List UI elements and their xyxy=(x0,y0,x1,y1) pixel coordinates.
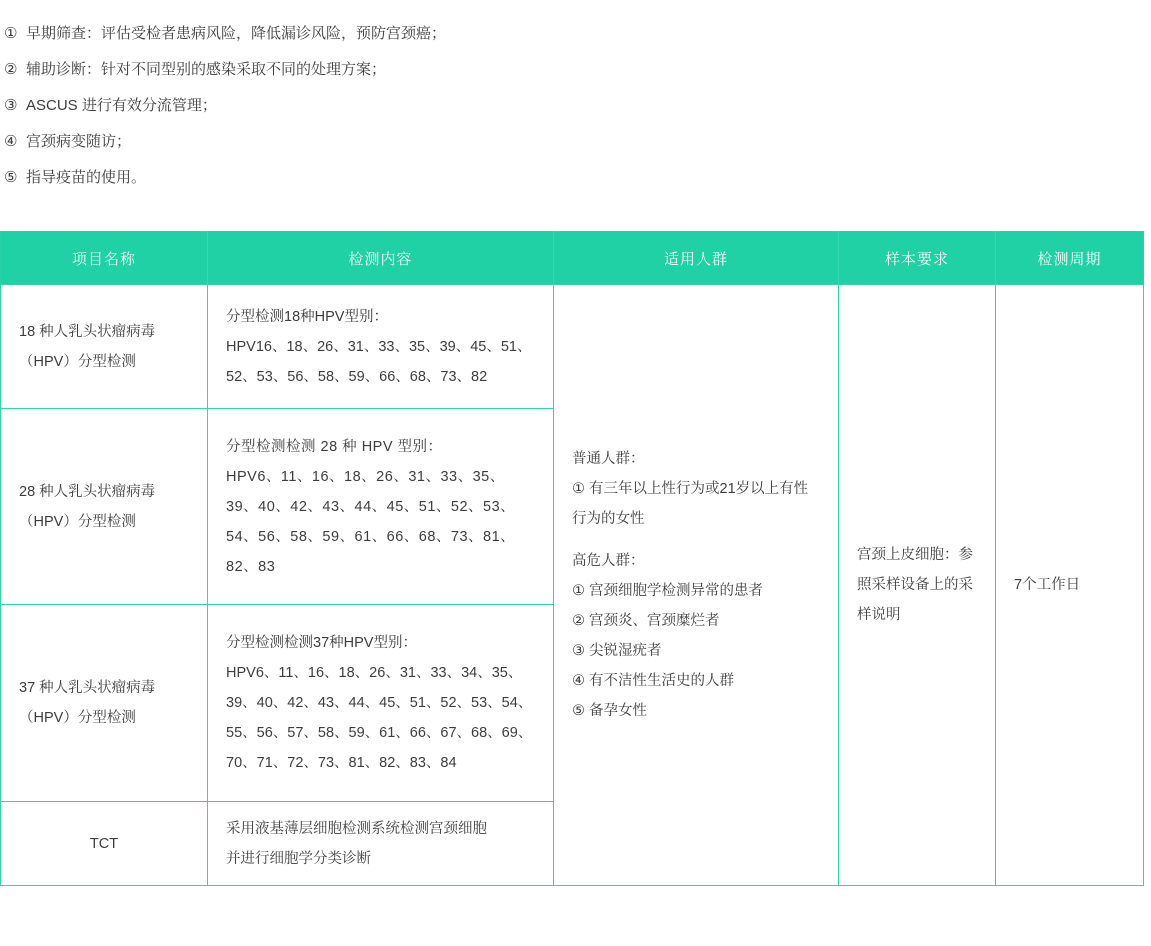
list-item xyxy=(0,88,1151,124)
column-header-content: 检测内容 xyxy=(208,232,554,285)
cell-applicable-crowd xyxy=(554,285,839,886)
crowd-normal-item: ① 有三年以上性行为或21岁以上有性行为的女性 xyxy=(572,481,809,527)
list-item-number: ⑤ xyxy=(4,169,18,186)
spec-table-wrapper xyxy=(0,231,1143,886)
content-line-2: HPV6、11、16、18、26、31、33、35、39、40、42、43、44、45、51、52、53、54、56、58、59、61、66、68、73、81、82、83 xyxy=(226,468,516,575)
column-header-name: 项目名称 xyxy=(1,232,208,285)
column-header-sample: 样本要求 xyxy=(839,232,996,285)
intro-list xyxy=(0,0,1151,196)
list-item-text: ASCUS 进行有效分流管理； xyxy=(26,97,217,114)
content-line-1: 分型检测检测37种HPV型别： xyxy=(226,635,417,651)
crowd-high-item: ② 宫颈炎、宫颈糜烂者 xyxy=(572,613,720,629)
spec-table xyxy=(0,231,1144,886)
crowd-high-item: ④ 有不洁性生活史的人群 xyxy=(572,673,735,689)
content-line-1: 采用液基薄层细胞检测系统检测宫颈细胞 xyxy=(226,820,487,837)
list-item-text: 辅助诊断：针对不同型别的感染采取不同的处理方案； xyxy=(26,61,387,78)
spacer xyxy=(572,534,820,546)
content-line-2: HPV16、18、26、31、33、35、39、45、51、52、53、56、58、59、66、68、73、82 xyxy=(226,338,532,385)
cell-item-content xyxy=(208,285,554,409)
cell-item-name: 18 种人乳头状瘤病毒（HPV）分型检测 xyxy=(1,285,208,409)
list-item-text: 早期筛查：评估受检者患病风险，降低漏诊风险，预防宫颈癌； xyxy=(26,25,447,42)
crowd-high-item: ⑤ 备孕女性 xyxy=(572,703,648,719)
content-line-2: 并进行细胞学分类诊断 xyxy=(226,850,371,867)
content-line-1: 分型检测检测 28 种 HPV 型别： xyxy=(226,438,443,455)
cell-item-content xyxy=(208,605,554,802)
list-item xyxy=(0,16,1151,52)
list-item-text: 指导疫苗的使用。 xyxy=(26,169,147,186)
cell-sample-requirement: 宫颈上皮细胞：参照采样设备上的采样说明 xyxy=(839,285,996,886)
list-item xyxy=(0,160,1151,196)
list-item-number: ② xyxy=(4,61,18,78)
crowd-high-item: ③ 尖锐湿疣者 xyxy=(572,643,662,659)
list-item-number: ③ xyxy=(4,97,18,114)
table-row xyxy=(1,285,1144,409)
crowd-high-title: 高危人群： xyxy=(572,553,645,569)
cell-item-content xyxy=(208,409,554,605)
column-header-cycle: 检测周期 xyxy=(996,232,1144,285)
list-item-number: ④ xyxy=(4,133,18,150)
list-item xyxy=(0,124,1151,160)
cell-item-name: TCT xyxy=(1,802,208,886)
cell-test-cycle: 7个工作日 xyxy=(996,285,1144,886)
content-line-2: HPV6、11、16、18、26、31、33、34、35、39、40、42、43、44、45、51、52、53、54、55、56、57、58、59、61、66、67、68、69、70、71、72、73、81、82、83、84 xyxy=(226,665,533,771)
list-item-number: ① xyxy=(4,25,18,42)
column-header-crowd: 适用人群 xyxy=(554,232,839,285)
cell-item-name: 28 种人乳头状瘤病毒（HPV）分型检测 xyxy=(1,409,208,605)
crowd-high-item: ① 宫颈细胞学检测异常的患者 xyxy=(572,583,764,599)
table-header-row xyxy=(1,232,1144,285)
cell-item-content xyxy=(208,802,554,886)
cell-item-name: 37 种人乳头状瘤病毒（HPV）分型检测 xyxy=(1,605,208,802)
crowd-normal-title: 普通人群： xyxy=(572,451,645,467)
content-line-1: 分型检测18种HPV型别： xyxy=(226,308,388,325)
list-item xyxy=(0,52,1151,88)
list-item-text: 宫颈病变随访； xyxy=(26,133,132,150)
